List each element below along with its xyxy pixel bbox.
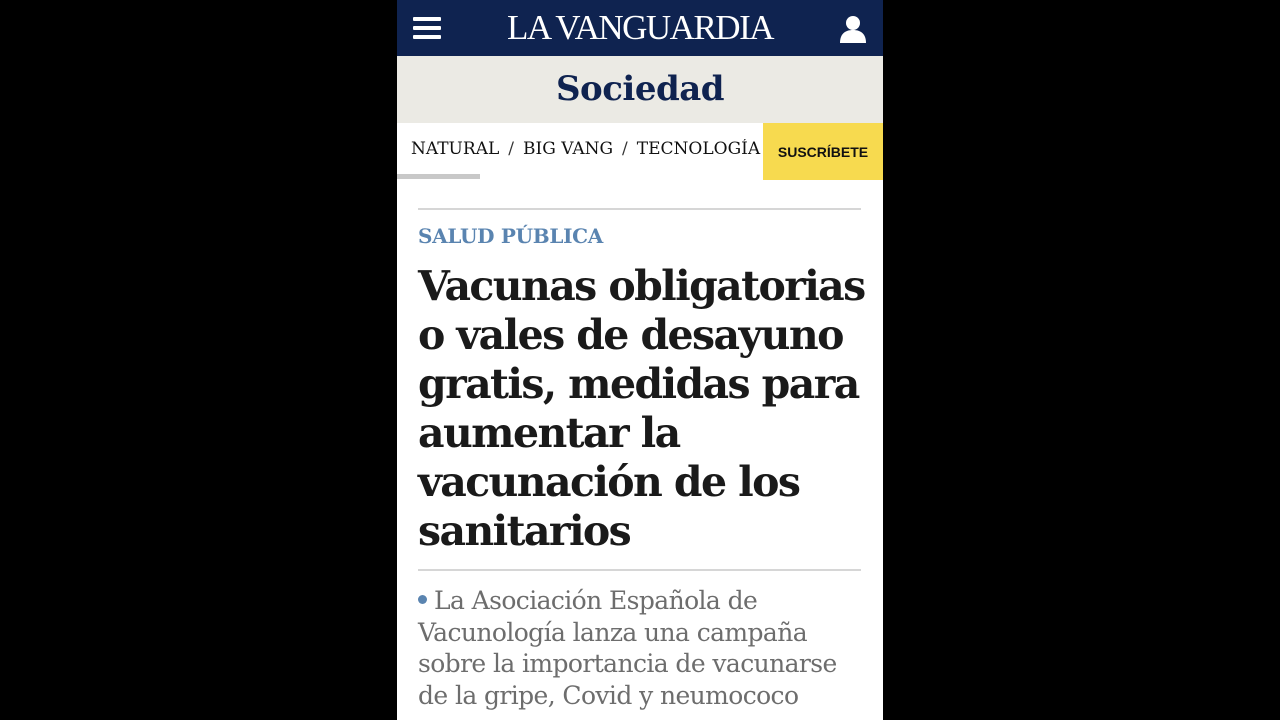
nav-link-natural[interactable]: NATURAL bbox=[411, 139, 500, 159]
article-subhead bbox=[418, 585, 863, 711]
article-kicker[interactable]: SALUD PÚBLICA bbox=[418, 224, 604, 248]
site-logo[interactable]: LA VANGUARDIA bbox=[506, 8, 774, 47]
nav-link-tecnologia[interactable]: TECNOLOGÍA bbox=[636, 139, 761, 159]
nav-scroll-indicator bbox=[397, 174, 480, 179]
divider bbox=[418, 569, 861, 571]
nav-separator: / bbox=[622, 139, 628, 159]
subhead-text: La Asociación Española de Vacunología lanza una campaña sobre la importancia de vacunarse de la gripe, Covid y neumococo bbox=[418, 586, 837, 710]
top-navigation-bar bbox=[397, 0, 883, 56]
user-profile-icon[interactable] bbox=[839, 14, 867, 44]
section-title[interactable]: Sociedad bbox=[555, 69, 725, 109]
bullet-icon bbox=[418, 595, 427, 604]
nav-link-big-vang[interactable]: BIG VANG bbox=[523, 139, 614, 159]
section-header bbox=[397, 56, 883, 123]
subsection-links bbox=[411, 139, 771, 159]
subscribe-button[interactable]: SUSCRÍBETE bbox=[763, 123, 883, 180]
article-headline: Vacunas obligatorias o vales de desayuno gratis, medidas para aumentar la vacunación de los sanitarios bbox=[418, 262, 865, 555]
nav-separator: / bbox=[508, 139, 514, 159]
phone-viewport bbox=[397, 0, 883, 720]
subsection-nav bbox=[397, 123, 883, 180]
divider bbox=[418, 208, 861, 210]
